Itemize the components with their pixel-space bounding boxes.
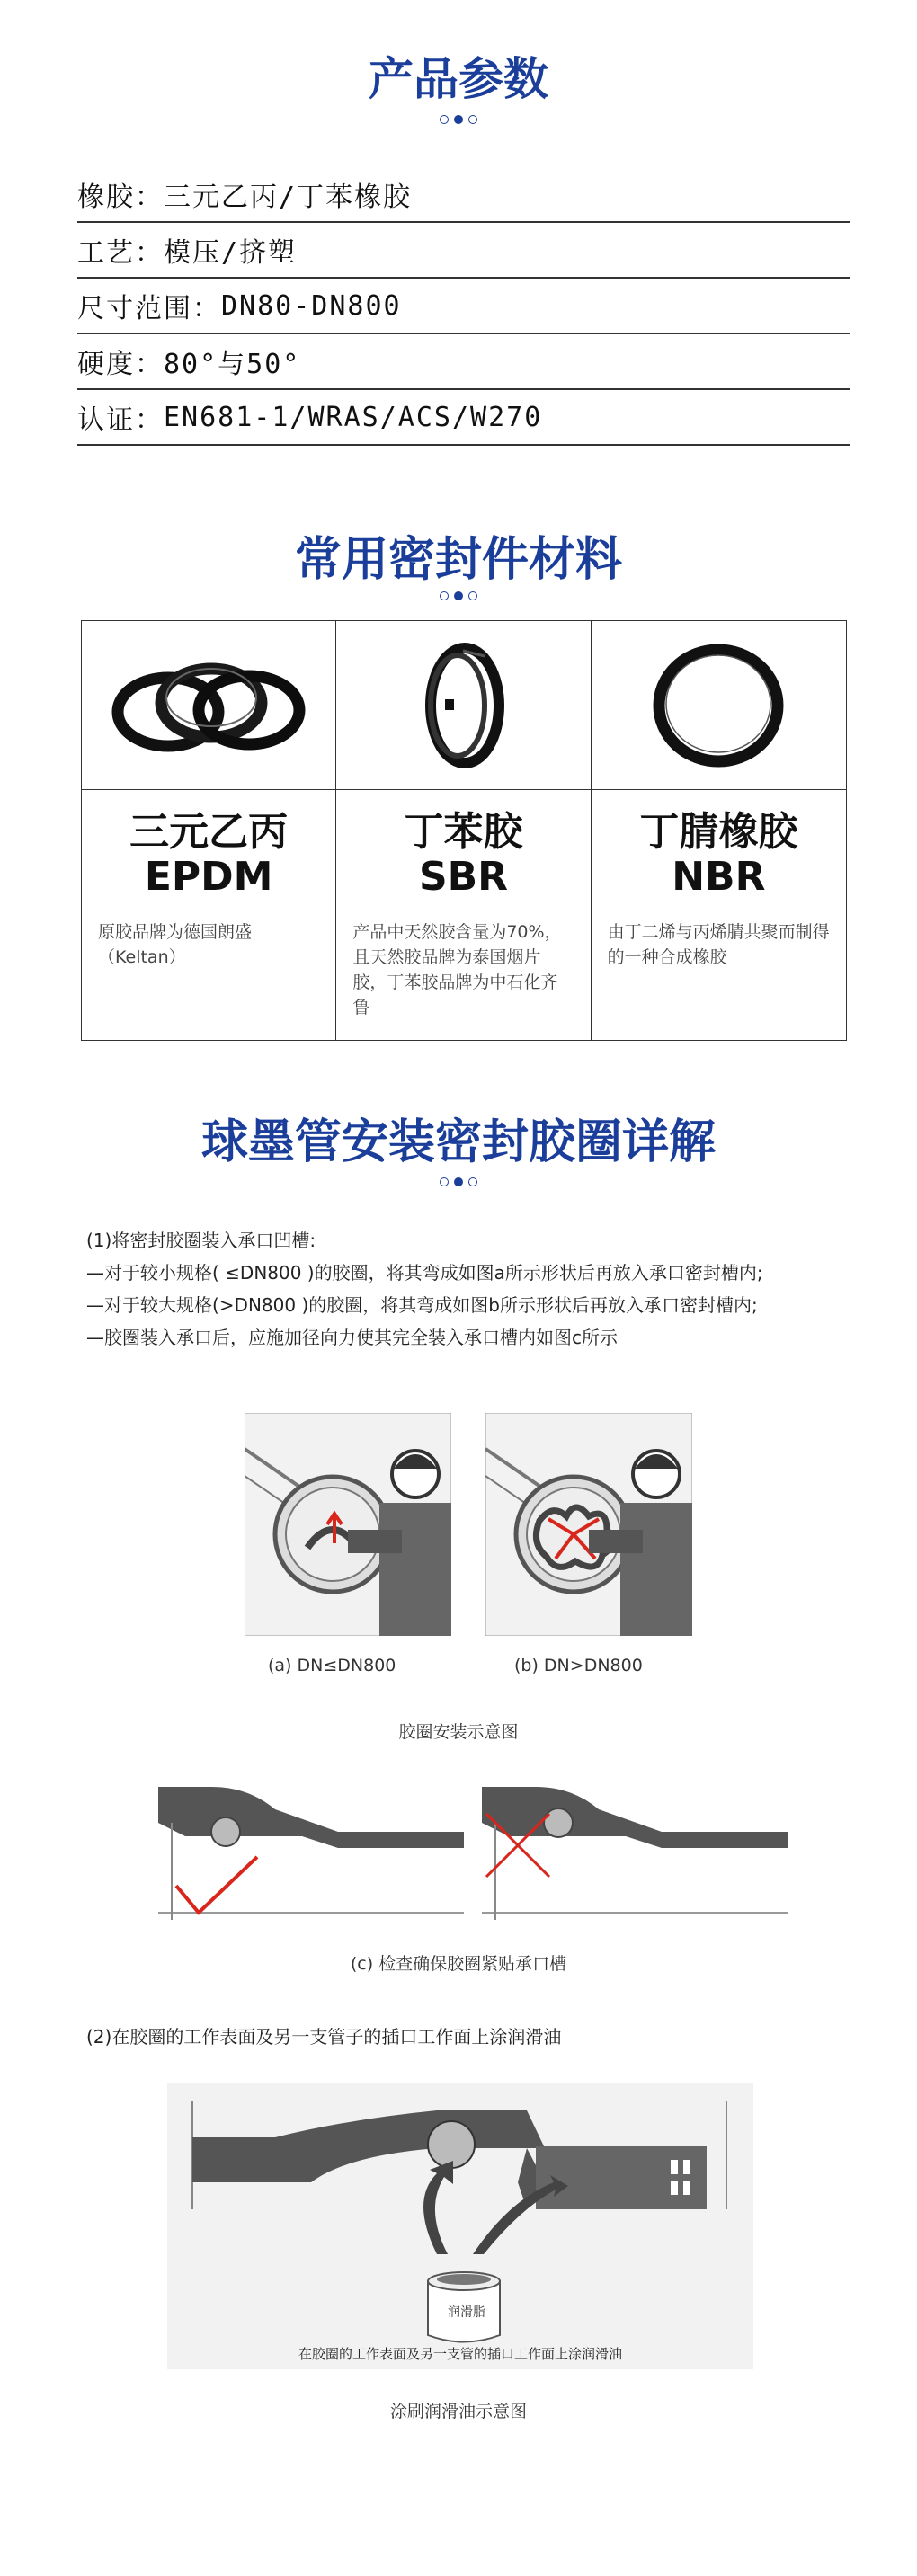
title-dots xyxy=(0,591,917,600)
material-name-cn: 丁苯胶 xyxy=(404,809,523,855)
param-value: 80°与50° xyxy=(164,349,301,380)
figure-lubrication xyxy=(167,2083,753,2369)
material-name-en: NBR xyxy=(672,854,766,900)
figure-c-right xyxy=(482,1787,788,1925)
material-nbr xyxy=(592,621,846,1040)
param-key: 尺寸范围： xyxy=(77,293,221,324)
param-key: 认证： xyxy=(77,404,164,436)
figure-a-label: (a) DN≤DN800 xyxy=(268,1656,396,1675)
param-row-hardness xyxy=(77,334,850,390)
figure-a xyxy=(245,1413,451,1639)
param-value: DN80-DN800 xyxy=(221,289,402,322)
pipe-gasket-icon xyxy=(336,621,590,790)
param-key: 硬度： xyxy=(77,349,164,380)
figure-ab-caption: 胶圈安装示意图 xyxy=(398,1722,519,1742)
section-title-params: 产品参数 xyxy=(369,53,548,105)
figure-b xyxy=(485,1413,692,1639)
material-name-en: EPDM xyxy=(144,854,273,900)
figure-c-wrong xyxy=(158,1787,464,1925)
ring-icon xyxy=(592,621,846,790)
material-name-cn: 三元乙丙 xyxy=(129,809,289,855)
step1-line: —对于较小规格( ≤DN800 )的胶圈，将其弯成如图a所示形状后再放入承口密封槽内; xyxy=(86,1262,763,1284)
param-key: 橡胶： xyxy=(77,182,164,213)
param-key: 工艺： xyxy=(77,237,164,269)
param-row-size xyxy=(77,279,850,334)
title-dots xyxy=(0,1177,917,1186)
figure-lubrication-caption: 涂刷润滑油示意图 xyxy=(389,2402,527,2421)
material-epdm xyxy=(82,621,336,1040)
lube-can-label: 润滑脂 xyxy=(448,2305,485,2320)
param-row-cert xyxy=(77,390,850,446)
param-value: 三元乙丙/丁苯橡胶 xyxy=(164,182,413,213)
step1-line: —胶圈装入承口后，应施加径向力使其完全装入承口槽内如图c所示 xyxy=(86,1327,618,1348)
param-value: 模压/挤塑 xyxy=(164,237,298,269)
material-desc: 由丁二烯与丙烯腈共聚而制得的一种合成橡胶 xyxy=(607,922,830,967)
step1-line: —对于较大规格(>DN800 )的胶圈，将其弯成如图b所示形状后再放入承口密封槽内; xyxy=(86,1294,758,1316)
figure-b-label: (b) DN>DN800 xyxy=(514,1656,643,1675)
param-value: EN681-1/WRAS/ACS/W270 xyxy=(164,401,543,433)
material-name-en: SBR xyxy=(418,854,509,900)
title-dots xyxy=(0,115,917,124)
material-sbr xyxy=(336,621,591,1040)
param-row-process xyxy=(77,223,850,279)
lube-note: 在胶圈的工作表面及另一支管的插口工作面上涂润滑油 xyxy=(298,2346,622,2362)
o-rings-icon xyxy=(82,621,335,790)
materials-table xyxy=(81,620,847,1041)
param-row-rubber xyxy=(77,167,850,223)
step1-line: (1)将密封胶圈装入承口凹槽: xyxy=(86,1230,316,1251)
figure-c-label: (c) 检查确保胶圈紧贴承口槽 xyxy=(350,1954,567,1974)
step2-text: (2)在胶圈的工作表面及另一支管子的插口工作面上涂润滑油 xyxy=(86,2026,562,2047)
section-title-install: 球墨管安装密封胶圈详解 xyxy=(200,1115,716,1169)
section-title-materials: 常用密封件材料 xyxy=(294,533,622,587)
material-name-cn: 丁腈橡胶 xyxy=(639,809,798,855)
material-desc: 产品中天然胶含量为70%，且天然胶品牌为泰国烟片胶，丁苯胶品牌为中石化齐鲁 xyxy=(352,922,562,1017)
material-desc: 原胶品牌为德国朗盛（Keltan） xyxy=(98,922,253,967)
